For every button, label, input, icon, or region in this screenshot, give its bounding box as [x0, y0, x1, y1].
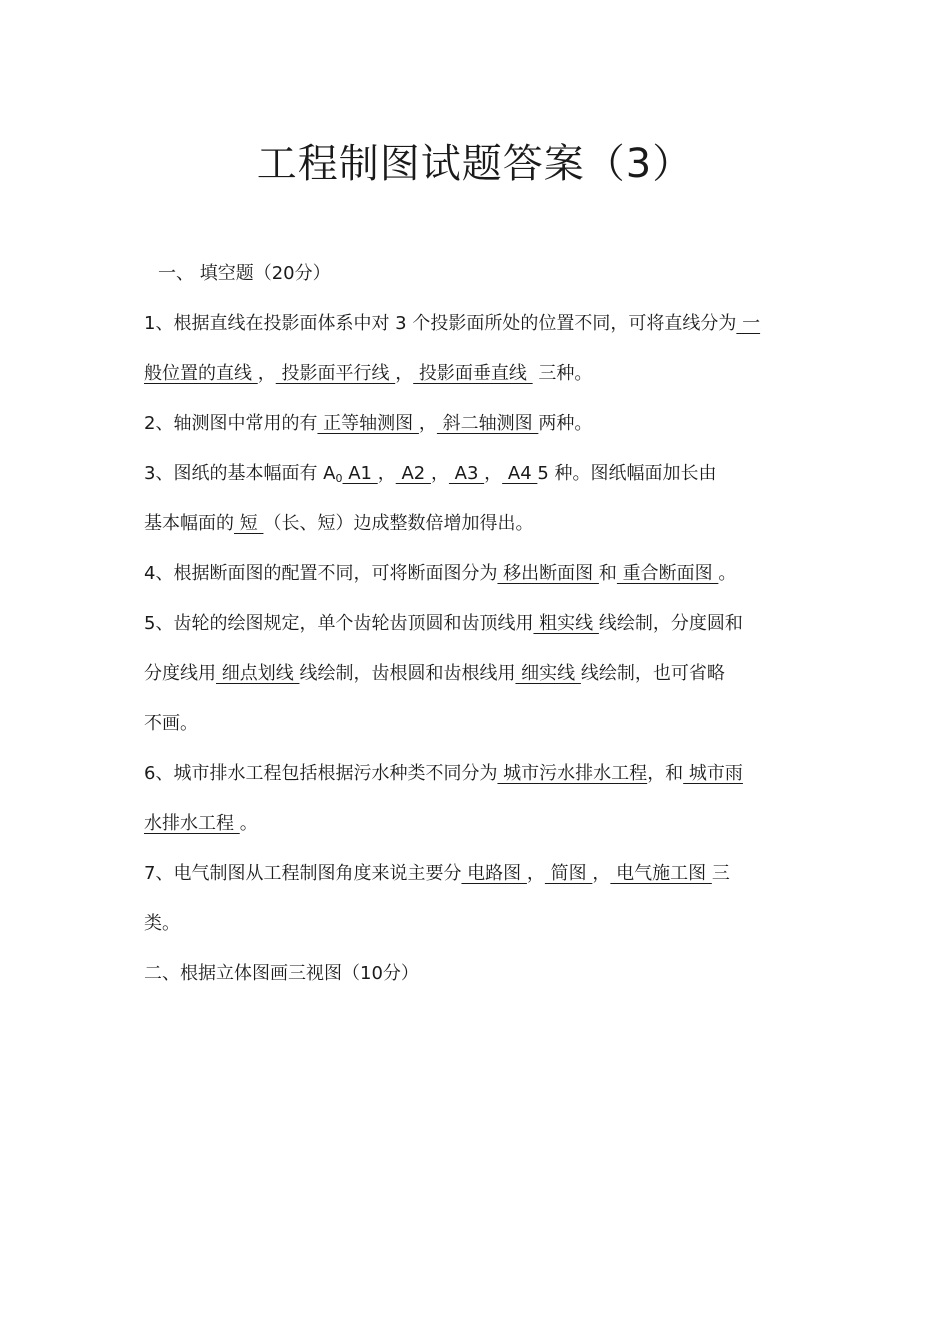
- answer-blank: 水排水工程: [144, 813, 240, 834]
- question-5-line-2: [144, 660, 804, 688]
- answer-blank: 移出断面图: [497, 563, 599, 584]
- question-text: 7、电气制图从工程制图角度来说主要分: [144, 863, 462, 884]
- question-text: 5 种。图纸幅面加长由: [537, 463, 717, 484]
- question-3-line-1: [144, 460, 804, 493]
- question-text: 不画。: [144, 713, 198, 734]
- answer-blank: 粗实线: [533, 613, 599, 634]
- separator: ，: [257, 363, 276, 384]
- subscript: 0: [335, 472, 343, 485]
- question-text: （长、短）边成整数倍增加得出。: [263, 513, 534, 534]
- answer-blank: 细实线: [515, 663, 581, 684]
- question-text: 2、轴测图中常用的有: [144, 413, 318, 434]
- question-1-line-1: [144, 310, 804, 338]
- document-title: 工程制图试题答案（3）: [256, 141, 694, 187]
- question-3-line-2: [144, 510, 804, 538]
- answer-blank: A3: [448, 463, 485, 484]
- question-5-line-1: [144, 610, 804, 638]
- separator: ，: [377, 463, 396, 484]
- separator: ，: [430, 463, 449, 484]
- question-text: 6、城市排水工程包括根据污水种类不同分为: [144, 763, 498, 784]
- answer-blank: 一: [736, 313, 761, 334]
- answer-blank: A2: [395, 463, 431, 484]
- answer-blank: 投影面垂直线: [413, 363, 533, 384]
- section-1-heading: 一、 填空题（20分）: [158, 263, 331, 284]
- question-text: 分度线用: [144, 663, 216, 684]
- question-4: [144, 560, 804, 588]
- question-text: 线绘制，齿根圆和齿根线用: [299, 663, 516, 684]
- question-6-line-1: [144, 760, 804, 788]
- answer-blank: 短: [234, 513, 264, 534]
- answer-blank: 细点划线: [216, 663, 300, 684]
- question-text: 两种。: [538, 413, 593, 434]
- answer-blank: 电气施工图: [610, 863, 712, 884]
- separator: ，: [418, 413, 437, 434]
- question-text: 。: [718, 563, 737, 584]
- separator: ，: [484, 463, 503, 484]
- separator: ，: [526, 863, 545, 884]
- question-7-line-2: [144, 910, 804, 938]
- answer-blank: 投影面平行线: [275, 363, 396, 384]
- question-text: 5、齿轮的绘图规定，单个齿轮齿顶圆和齿顶线用: [144, 613, 534, 634]
- answer-blank: 重合断面图: [616, 563, 719, 584]
- answer-blank: 城市污水排水工程: [497, 763, 648, 784]
- answer-blank: A4: [502, 463, 538, 484]
- question-1-line-2: [144, 360, 804, 388]
- question-text: 类。: [144, 913, 180, 934]
- answer-blank: 城市雨: [683, 763, 743, 784]
- answer-blank: 正等轴测图: [317, 413, 419, 434]
- question-text: 3、图纸的基本幅面有 A: [144, 463, 336, 484]
- answer-blank: 电路图: [461, 863, 527, 884]
- answer-blank: 斜二轴测图: [436, 413, 539, 434]
- question-text: 1、根据直线在投影面体系中对 3 个投影面所处的位置不同，可将直线分为: [144, 313, 737, 334]
- question-text: 三: [711, 863, 730, 884]
- section-2-heading: 二、根据立体图画三视图（10分）: [144, 963, 419, 984]
- question-text: 线绘制，也可省略: [580, 663, 725, 684]
- question-text: 和: [598, 563, 617, 584]
- question-text: 线绘制，分度圆和: [598, 613, 743, 634]
- separator: ，: [395, 363, 414, 384]
- question-text: 4、根据断面图的配置不同，可将断面图分为: [144, 563, 498, 584]
- answer-blank: 般位置的直线: [144, 363, 258, 384]
- question-2: [144, 410, 804, 438]
- question-7-line-1: [144, 860, 804, 888]
- question-text: 三种。: [532, 363, 593, 384]
- question-5-line-3: [144, 710, 804, 738]
- separator: ，: [592, 863, 611, 884]
- question-text: 基本幅面的: [144, 513, 234, 534]
- answer-blank: 简图: [544, 863, 593, 884]
- question-text: 。: [239, 813, 258, 834]
- question-text: ，和: [647, 763, 684, 784]
- question-6-line-2: [144, 810, 804, 838]
- answer-blank: A1: [342, 463, 378, 484]
